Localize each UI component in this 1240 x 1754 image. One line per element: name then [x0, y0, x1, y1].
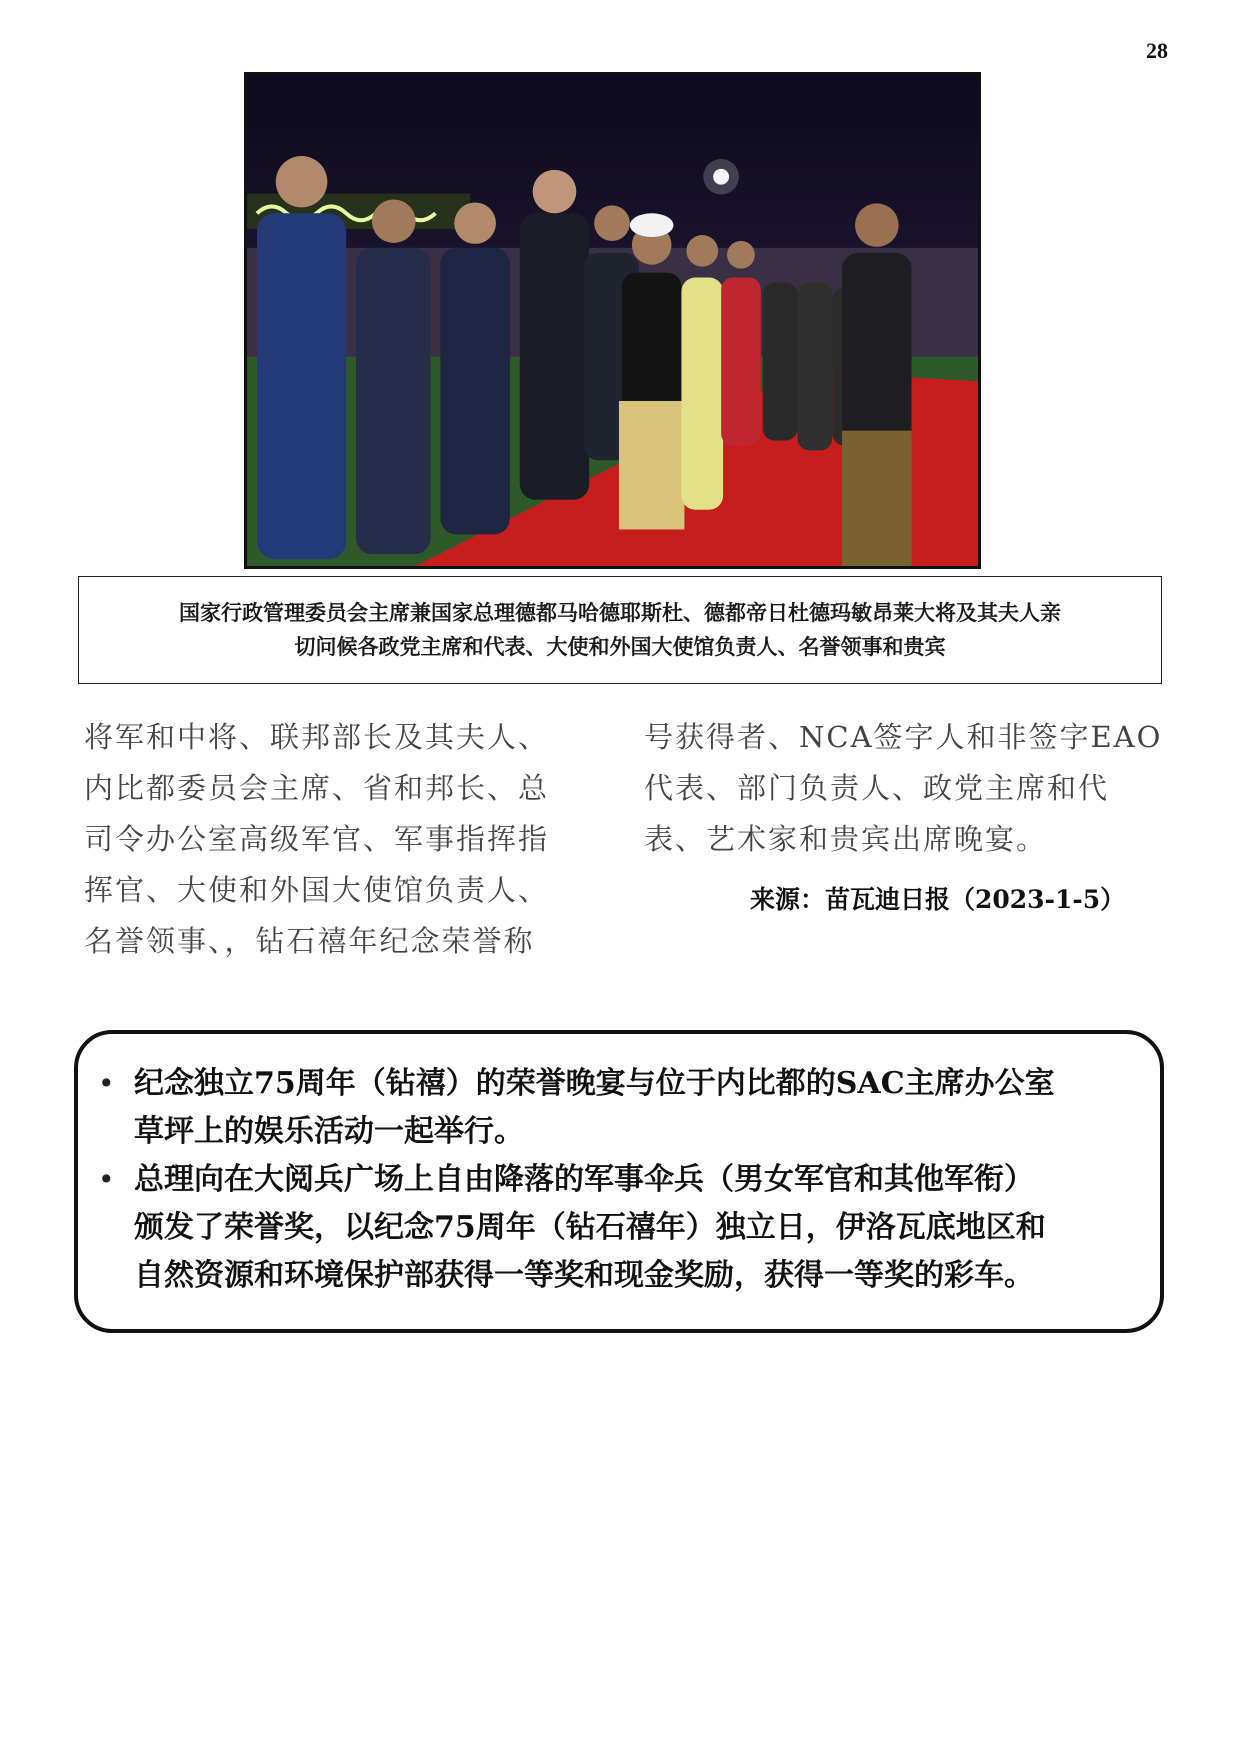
caption-line: 国家行政管理委员会主席兼国家总理德都马哈德耶斯杜、德都帝日杜德玛敏昂莱大将及其夫人亲 [179, 600, 1061, 625]
bullet-icon: • [98, 1163, 115, 1196]
summary-callout [74, 1030, 1164, 1333]
callout-line: 纪念独立75周年（钻禧）的荣誉晚宴与位于内比都的SAC主席办公室 [134, 1066, 1055, 1101]
photo-caption [78, 576, 1162, 684]
body-line: 号获得者、NCA签字人和非签字EAO [644, 720, 1163, 754]
page-number: 28 [1146, 38, 1168, 63]
body-line: 司令办公室高级军官、军事指挥指 [84, 822, 550, 856]
callout-line: 草坪上的娱乐活动一起举行。 [134, 1114, 524, 1149]
ceremony-photo-icon [247, 75, 978, 566]
body-line: 表、艺术家和贵宾出席晚宴。 [644, 822, 1048, 856]
body-line: 将军和中将、联邦部长及其夫人、 [84, 720, 550, 754]
callout-line: 总理向在大阅兵广场上自由降落的军事伞兵（男女军官和其他军衔） [134, 1162, 1034, 1197]
body-column-left [84, 712, 624, 967]
ceremony-photo [244, 72, 981, 569]
callout-line: 颁发了荣誉奖，以纪念75周年（钻石禧年）独立日，伊洛瓦底地区和 [134, 1210, 1046, 1245]
caption-line: 切问候各政党主席和代表、大使和外国大使馆负责人、名誉领事和贵宾 [294, 634, 946, 659]
body-line: 名誉领事、，钻石禧年纪念荣誉称 [84, 924, 535, 958]
bullet-icon: • [98, 1067, 115, 1100]
body-column-right [644, 712, 1184, 865]
body-line: 挥官、大使和外国大使馆负责人、 [84, 873, 550, 907]
body-line: 代表、部门负责人、政党主席和代 [644, 771, 1110, 805]
source-citation: 来源：苗瓦迪日报（2023-1-5） [750, 885, 1126, 914]
callout-item [98, 1156, 1132, 1300]
body-line: 内比都委员会主席、省和邦长、总 [84, 771, 550, 805]
callout-line: 自然资源和环境保护部获得一等奖和现金奖励，获得一等奖的彩车。 [134, 1258, 1034, 1293]
callout-item [98, 1060, 1132, 1156]
